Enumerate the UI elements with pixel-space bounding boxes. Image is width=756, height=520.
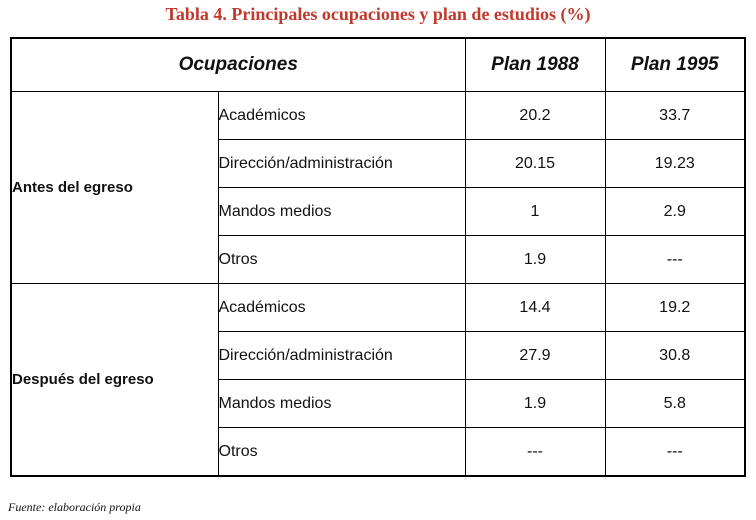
header-plan-1988: Plan 1988 [465,38,605,92]
group-label-antes: Antes del egreso [11,92,218,284]
plan-1995-cell: 19.2 [605,284,745,332]
table-row [11,284,745,332]
plan-1988-cell: 1.9 [465,380,605,428]
plan-1988-cell: 27.9 [465,332,605,380]
header-plan-1995: Plan 1995 [605,38,745,92]
plan-1995-cell: 33.7 [605,92,745,140]
plan-1995-cell: 5.8 [605,380,745,428]
table-title: Tabla 4. Principales ocupaciones y plan de estudios (%) [165,4,591,24]
plan-1995-cell: 30.8 [605,332,745,380]
occupations-table [10,37,746,477]
plan-1995-cell: 19.23 [605,140,745,188]
plan-1988-cell: 1 [465,188,605,236]
source-note: Fuente: elaboración propia [8,500,141,514]
plan-1988-cell: --- [465,428,605,477]
occupation-cell: Dirección/administración [218,332,465,380]
group-label-despues: Después del egreso [11,284,218,477]
occupation-cell: Otros [218,236,465,284]
occupation-cell: Otros [218,428,465,477]
occupation-cell: Mandos medios [218,188,465,236]
occupation-cell: Mandos medios [218,380,465,428]
occupation-cell: Dirección/administración [218,140,465,188]
plan-1988-cell: 1.9 [465,236,605,284]
header-ocupaciones: Ocupaciones [11,38,465,92]
table-row [11,92,745,140]
plan-1995-cell: 2.9 [605,188,745,236]
occupation-cell: Académicos [218,284,465,332]
header-row [11,38,745,92]
plan-1988-cell: 14.4 [465,284,605,332]
plan-1995-cell: --- [605,236,745,284]
plan-1988-cell: 20.15 [465,140,605,188]
occupation-cell: Académicos [218,92,465,140]
plan-1988-cell: 20.2 [465,92,605,140]
plan-1995-cell: --- [605,428,745,477]
